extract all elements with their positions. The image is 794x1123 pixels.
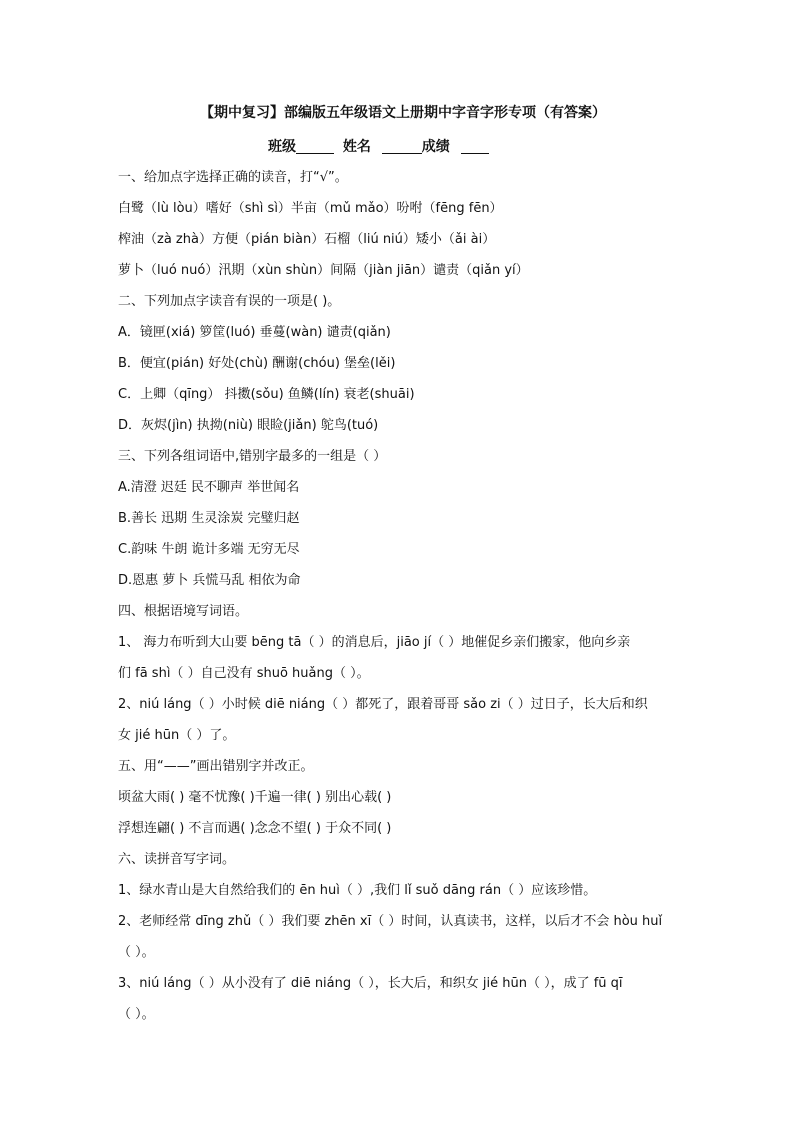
section-2-option-c: C．上卿（qīng） 抖擞(sǒu) 鱼鳞(lín) 衰老(shuāi) [118,387,415,402]
section-4-q1-line-2: 们 fā shì（ ）自己没有 shuō huǎng（ ）。 [118,666,370,681]
document-content [118,96,678,1030]
section-3-option-a: A.清澄 迟廷 民不聊声 举世闻名 [118,480,300,495]
section-4-q2-line-2: 女 jié hūn（ ）了。 [118,728,236,743]
section-6-q1: 1、绿水青山是大自然给我们的 ēn huì（ ）,我们 lǐ suǒ dāng rán（ ）应该珍惜。 [118,883,597,898]
section-5-heading: 五、用“——”画出错别字并改正。 [118,759,314,774]
section-6-q3-line-2: （ ）。 [118,1007,155,1022]
score-label: 成绩 [421,139,450,155]
section-6-q3-line-1: 3、niú láng（ ）从小没有了 diē niáng（ ），长大后，和织女 jié hūn（ ），成了 fū qī [118,976,623,991]
section-2-option-a: A．镜匣(xiá) 箩筐(luó) 垂蔓(wàn) 谴责(qiǎn) [118,325,391,340]
section-3-option-c: C.韵味 牛朗 诡计多端 无穷无尽 [118,542,300,557]
section-4-q2-line-1: 2、niú láng（ ）小时候 diē niáng（ ）都死了，跟着哥哥 sǎo zi（ ）过日子，长大后和织 [118,697,648,712]
section-6-q2-line-1: 2、老师经常 dīng zhǔ（ ）我们要 zhēn xī（ ）时间，认真读书，这样，以后才不会 hòu huǐ [118,914,663,929]
document-title: 【期中复习】部编版五年级语文上册期中字音字形专项（有答案） [200,105,606,121]
header-fields [268,130,678,162]
section-2-heading: 二、下列加点字读音有误的一项是( )。 [118,294,341,309]
section-4-heading: 四、根据语境写词语。 [118,604,249,619]
section-1-heading: 一、给加点字选择正确的读音，打“√”。 [118,170,348,185]
name-label: 姓名 [342,139,371,155]
section-5-row-2: 浮想连翩( ) 不言而遇( )念念不望( ) 于众不同( ) [118,821,392,836]
section-3-option-d: D.恩惠 萝卜 兵慌马乱 相依为命 [118,573,301,588]
section-4-q1-line-1: 1、 海力布听到大山要 bēng tā（ ）的消息后，jiāo jí（ ）地催促乡亲们搬家，他向乡亲 [118,635,631,650]
section-1-row-2: 榨油（zà zhà）方便（pián biàn）石榴（liú niú）矮小（ǎi ài） [118,232,496,247]
score-blank[interactable] [461,137,489,154]
section-5-row-1: 顷盆大雨( ) 毫不忧豫( )千遍一律( ) 别出心载( ) [118,790,392,805]
section-6-q2-line-2: （ ）。 [118,945,155,960]
class-blank[interactable] [296,137,334,154]
section-2-option-b: B．便宜(pián) 好处(chù) 酬谢(chóu) 堡垒(lěi) [118,356,396,371]
section-6-heading: 六、读拼音写字词。 [118,852,236,867]
section-2-option-d: D．灰烬(jìn) 执拗(niù) 眼睑(jiǎn) 鸵鸟(tuó) [118,418,379,433]
section-1-row-1: 白鹭（lù lòu）嗜好（shì sì）半亩（mǔ mǎo）吩咐（fēng fēn） [118,201,503,216]
class-label: 班级 [268,139,296,155]
name-blank[interactable] [382,137,422,154]
section-1-row-3: 萝卜（luó nuó）汛期（xùn shùn）间隔（jiàn jiān）谴责（qiǎn yí） [118,263,529,278]
section-3-option-b: B.善长 迅期 生灵涂炭 完璧归赵 [118,511,300,526]
section-3-heading: 三、下列各组词语中,错别字最多的一组是（ ） [118,449,387,464]
